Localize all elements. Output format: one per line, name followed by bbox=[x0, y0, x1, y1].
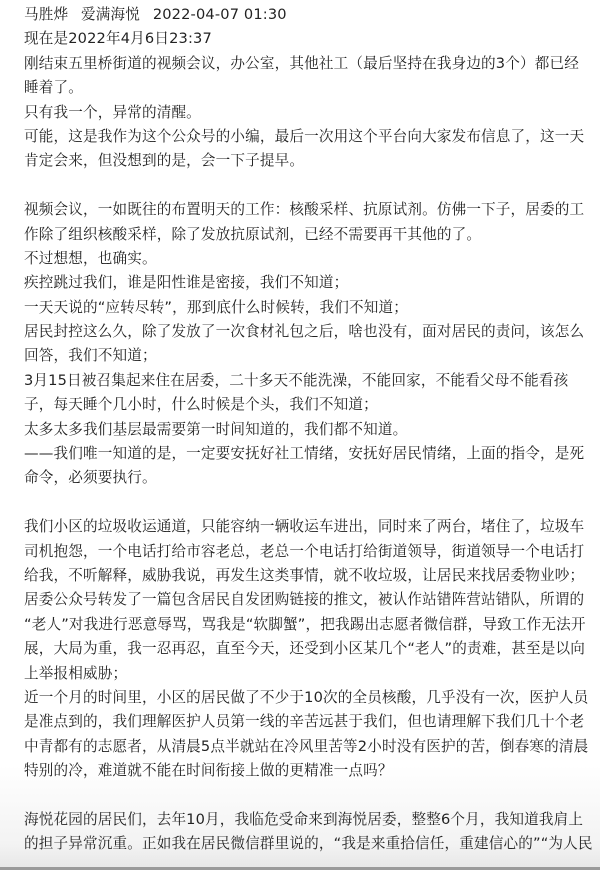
text-line: 展，大局为重，我一忍再忍，直至今天，还受到小区某几个“老人”的责难，甚至是以向 bbox=[24, 640, 585, 658]
paragraph bbox=[24, 198, 585, 491]
text-line: ——我们唯一知道的是，一定要安抚好社工情绪，安抚好居民情绪，上面的指令，是死 bbox=[24, 445, 585, 463]
text-line: 不过想想，也确实。 bbox=[24, 249, 157, 267]
text-line: 肯定会来，但没想到的是，会一下子提早。 bbox=[24, 152, 305, 170]
text-line: 可能，这是我作为这个公众号的小编，最后一次用这个平台向大家发布信息了，这一天 bbox=[24, 127, 585, 145]
article-body bbox=[24, 3, 593, 857]
text-line: 给我，不听解释，威胁我说，再发生这类事情，就不收垃圾，让居民来找居委物业吵； bbox=[24, 566, 585, 584]
text-line: 刚结束五里桥街道的视频会议，办公室，其他社工（最后坚持在我身边的3个）都已经 bbox=[24, 54, 579, 72]
text-line: 中青都有的志愿者，从清晨5点半就站在冷风里苦等2小时没有医护的苦，倒春寒的清晨 bbox=[24, 737, 589, 755]
text-line: 司机抱怨，一个电话打给市容老总，老总一个电话打给街道领导，街道领导一个电话打 bbox=[24, 542, 585, 560]
text-line: 疾控跳过我们，谁是阳性谁是密接，我们不知道； bbox=[24, 274, 349, 292]
text-line: 视频会议，一如既往的布置明天的工作：核酸采样、抗原试剂。仿佛一下子，居委的工 bbox=[24, 201, 585, 219]
text-line: 睡着了。 bbox=[24, 79, 83, 97]
paragraph-spacer bbox=[24, 491, 580, 515]
post-header bbox=[24, 3, 580, 27]
paragraph bbox=[24, 808, 593, 857]
text-line: 现在是2022年4月6日23:37 bbox=[24, 30, 212, 48]
post-account: 爱满海悦 bbox=[81, 6, 141, 23]
text-line: 太多太多我们基层最需要第一时间知道的，我们都不知道。 bbox=[24, 420, 408, 438]
text-line: 我们小区的垃圾收运通道，只能容纳一辆收运车进出，同时来了两台，堵住了，垃圾车 bbox=[24, 518, 585, 536]
paragraph bbox=[24, 27, 585, 173]
text-line: 只有我一个，异常的清醒。 bbox=[24, 103, 201, 121]
text-line: 居委公众号转发了一篇包含居民自发团购链接的推文，被认作站错阵营站错队，所谓的 bbox=[24, 591, 585, 609]
text-line: 居民封控这么久，除了发放了一次食材礼包之后，啥也没有，面对居民的责问，该怎么 bbox=[24, 323, 585, 341]
text-line: 命令，必须要执行。 bbox=[24, 469, 157, 487]
text-line: 3月15日被召集起来住在居委，二十多天不能洗澡，不能回家，不能看父母不能看孩 bbox=[24, 371, 569, 389]
text-line: 海悦花园的居民们，去年10月，我临危受命来到海悦居委，整整6个月，我知道我肩上 bbox=[24, 810, 584, 828]
text-line: 作除了组织核酸采样，除了发放抗原试剂，已经不需要再干其他的了。 bbox=[24, 225, 482, 243]
post-author: 马胜烨 bbox=[24, 6, 69, 23]
text-line: 一天天说的“应转尽转”，那到底什么时候转，我们不知道； bbox=[24, 298, 409, 316]
paragraph-spacer bbox=[24, 174, 580, 198]
text-line: 子，每天睡个几小时，什么时候是个头，我们不知道； bbox=[24, 396, 378, 414]
text-line: 是准点到的，我们理解医护人员第一线的辛苦远甚于我们，但也请理解下我们几十个老 bbox=[24, 713, 585, 731]
text-line: 上举报相威胁； bbox=[24, 664, 128, 682]
text-line: 的担子异常沉重。正如我在居民微信群里说的，“我是来重拾信任，重建信心的”“为人民 bbox=[24, 835, 593, 853]
text-line: 特别的冷，难道就不能在时间衔接上做的更精准一点吗？ bbox=[24, 762, 393, 780]
paragraph-spacer bbox=[24, 784, 580, 808]
text-line: 回答，我们不知道； bbox=[24, 347, 157, 365]
text-line: 近一个月的时间里，小区的居民做了不少于10次的全员核酸，几乎没有一次，医护人员 bbox=[24, 688, 589, 706]
post-datetime: 2022-04-07 01:30 bbox=[152, 6, 287, 23]
paragraph bbox=[24, 515, 589, 783]
text-line: “老人”对我进行恶意辱骂，骂我是“软脚蟹”，把我踢出志愿者微信群，导致工作无法开 bbox=[24, 615, 586, 633]
